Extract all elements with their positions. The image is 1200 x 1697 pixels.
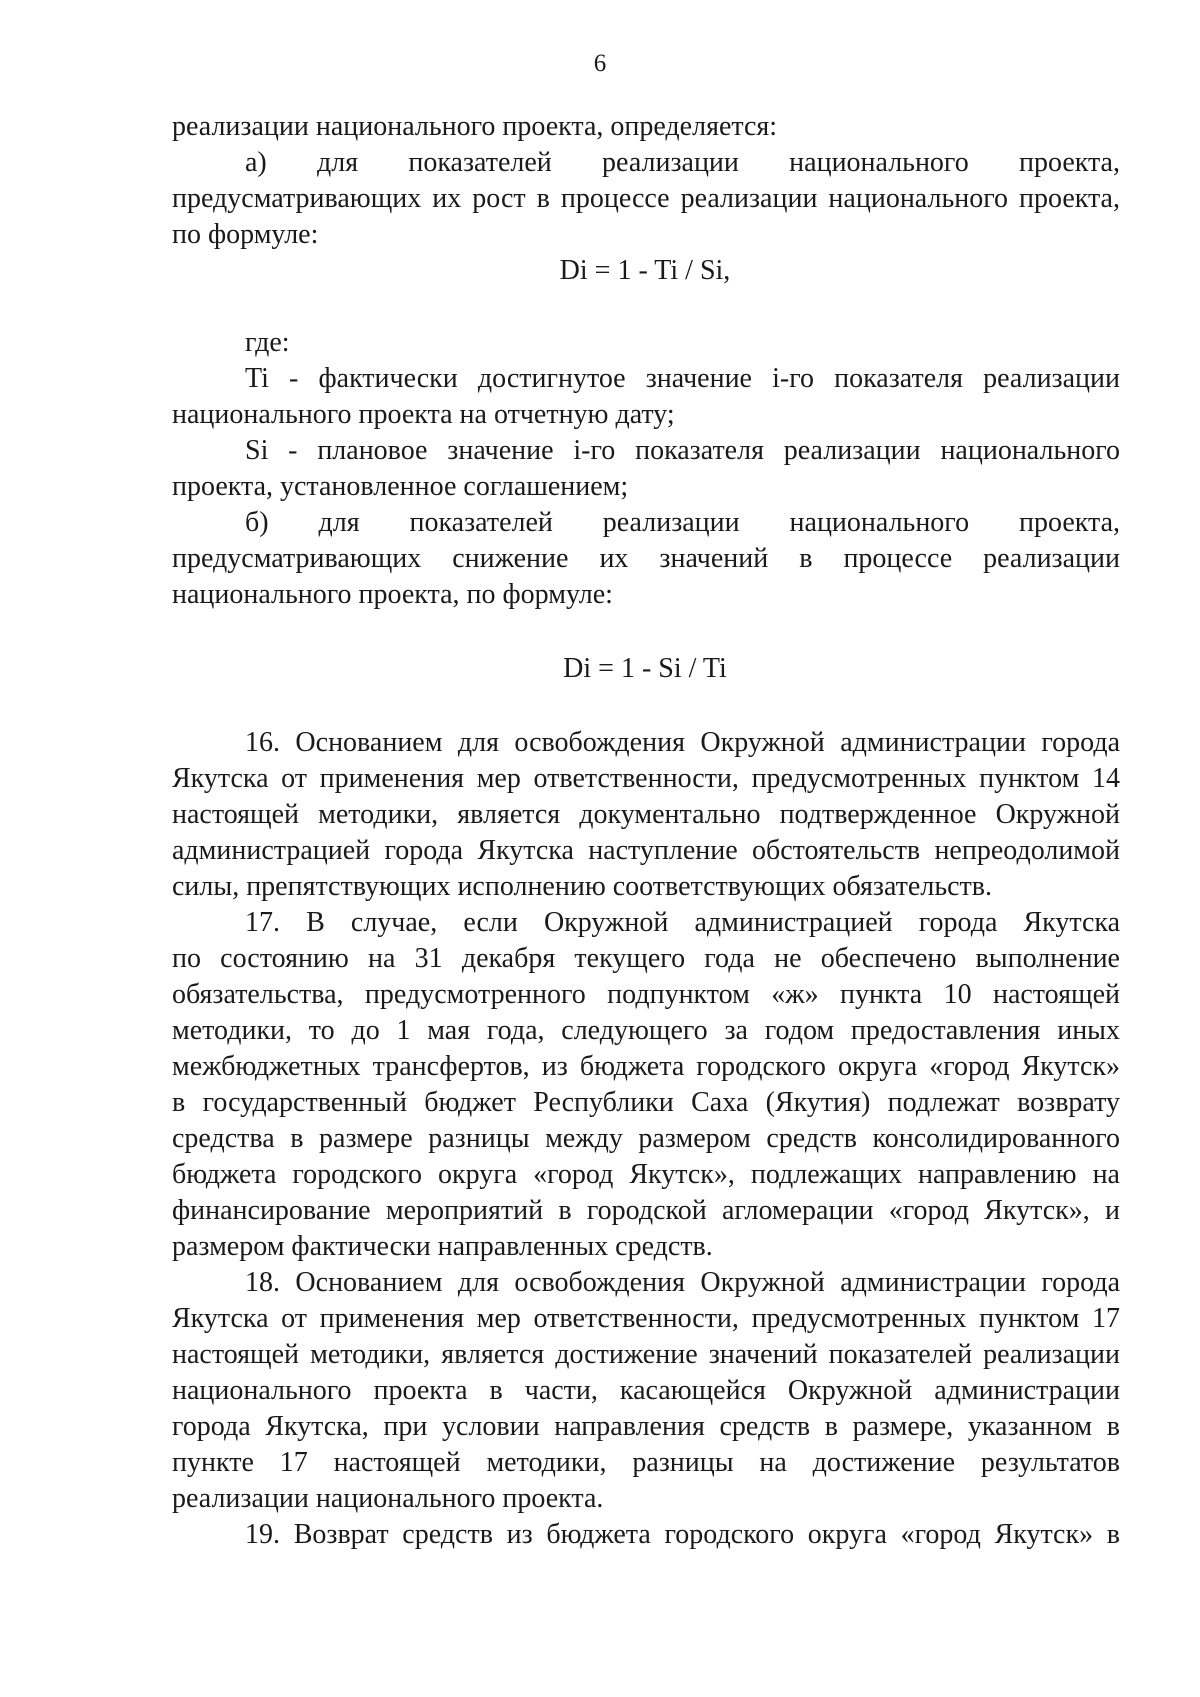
formula-growth: Di = 1 - Ti / Si, [559,255,731,286]
text-line: пункте 17 настоящей методики, разницы на достижение результатов [172,1447,1120,1478]
text-line: межбюджетных трансфертов, из бюджета городского округа «город Якутск» [172,1051,1120,1082]
text-line: национального проекта, по формуле: [172,579,613,610]
text-line: средства в размере разницы между размером средств консолидированного [172,1123,1120,1154]
text-line: реализации национального проекта. [172,1483,604,1514]
text-line: администрацией города Якутска наступление обстоятельств непреодолимой [172,835,1120,866]
text-line: обязательства, предусмотренного подпунктом «ж» пункта 10 настоящей [172,979,1120,1010]
page-number: 6 [593,50,607,77]
text-line: 16. Основанием для освобождения Окружной администрации города [245,727,1120,758]
text-line: Ti - фактически достигнутое значение i-го показателя реализации [245,363,1120,394]
text-line: Si - плановое значение i-го показателя реализации национального [245,435,1120,466]
text-line: методики, то до 1 мая года, следующего за годом предоставления иных [172,1015,1120,1046]
text-line: финансирование мероприятий в городской агломерации «город Якутск», и [172,1195,1120,1226]
text-line: а) для показателей реализации национального проекта, [245,147,1120,178]
text-line: города Якутска, при условии направления средств в размере, указанном в [172,1411,1120,1442]
text-line: настоящей методики, является достижение значений показателей реализации [172,1339,1120,1370]
text-line: по формуле: [172,219,319,250]
text-line: национального проекта в части, касающейся Окружной администрации [172,1375,1120,1406]
text-line: по состоянию на 31 декабря текущего года не обеспечено выполнение [172,943,1120,974]
text-line: Якутска от применения мер ответственности, предусмотренных пунктом 14 [172,763,1120,794]
text-line: проекта, установленное соглашением; [172,471,629,502]
formula-decrease: Di = 1 - Si / Ti [563,653,727,684]
text-line: где: [245,327,290,358]
text-line: размером фактически направленных средств. [172,1231,713,1262]
text-line: предусматривающих снижение их значений в процессе реализации [172,543,1120,574]
text-line: предусматривающих их рост в процессе реализации национального проекта, [172,183,1120,214]
text-line: Якутска от применения мер ответственности, предусмотренных пунктом 17 [172,1303,1120,1334]
text-line: реализации национального проекта, определяется: [172,111,778,142]
text-line: силы, препятствующих исполнению соответствующих обязательств. [172,871,992,902]
text-line: 18. Основанием для освобождения Окружной администрации города [245,1267,1120,1298]
text-line: национального проекта на отчетную дату; [172,399,675,430]
text-line: настоящей методики, является документально подтвержденное Окружной [172,799,1120,830]
text-line: в государственный бюджет Республики Саха (Якутия) подлежат возврату [172,1087,1120,1118]
text-line: 19. Возврат средств из бюджета городского округа «город Якутск» в [245,1519,1120,1550]
text-line: 17. В случае, если Окружной администрацией города Якутска [245,907,1120,938]
text-line: б) для показателей реализации национального проекта, [245,507,1120,538]
text-line: бюджета городского округа «город Якутск», подлежащих направлению на [172,1159,1120,1190]
